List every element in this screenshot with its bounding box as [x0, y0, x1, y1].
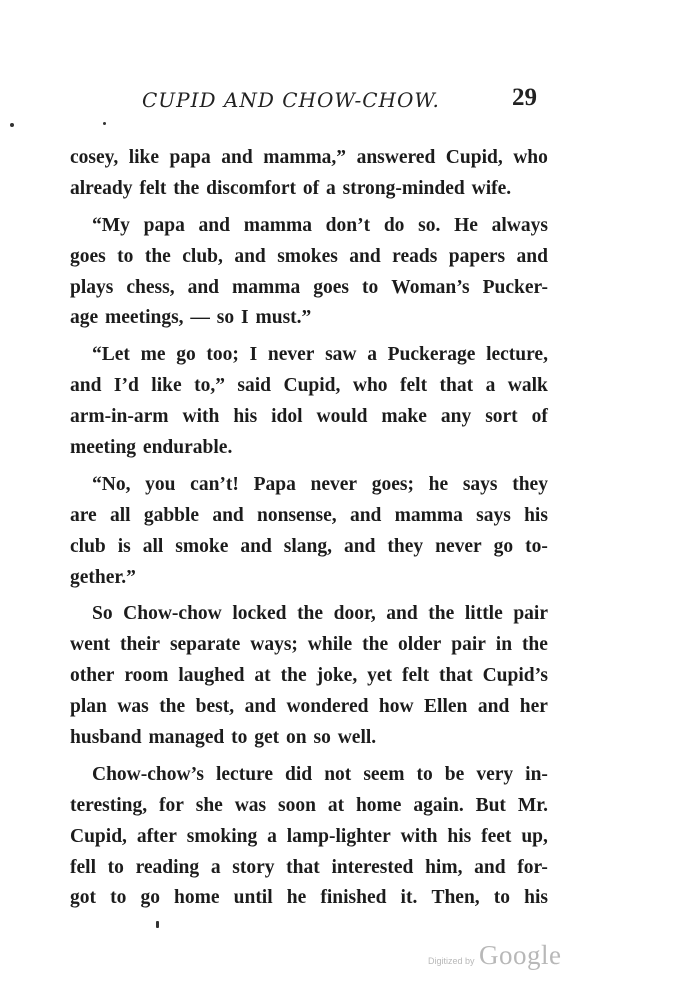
- text-line: fell to reading a story that interested him, and for-: [70, 856, 548, 878]
- google-logo: Google: [478, 940, 562, 970]
- text-line: teresting, for she was soon at home again. But Mr.: [70, 794, 548, 816]
- text-line: husband managed to get on so well.: [70, 727, 377, 749]
- text-line: went their separate ways; while the older pair in the: [70, 634, 548, 656]
- text-line: Chow-chow’s lecture did not seem to be very in-: [92, 763, 548, 785]
- text-line: age meetings, — so I must.”: [70, 307, 312, 329]
- text-line: “Let me go too; I never saw a Puckerage lecture,: [92, 344, 548, 366]
- text-line: arm-in-arm with his idol would make any sort of: [70, 406, 548, 428]
- body-text: [70, 143, 548, 914]
- text-line: got to go home until he finished it. Then, to his: [70, 887, 548, 909]
- running-title: CUPID AND CHOW-CHOW.: [142, 88, 440, 112]
- text-line: meeting endurable.: [70, 437, 233, 459]
- text-line: and I’d like to,” said Cupid, who felt that a walk: [70, 375, 548, 397]
- watermark-prefix: Digitized by: [428, 956, 475, 966]
- google-watermark: [428, 940, 561, 971]
- ink-speck: [10, 123, 14, 127]
- text-line: “My papa and mamma don’t do so. He always: [92, 214, 548, 236]
- text-line: plan was the best, and wondered how Ellen and her: [70, 696, 548, 718]
- page-number: 29: [512, 84, 537, 111]
- text-line: goes to the club, and smokes and reads papers and: [70, 245, 548, 267]
- text-line: are all gabble and nonsense, and mamma says his: [70, 504, 548, 526]
- text-line: club is all smoke and slang, and they never go to-: [70, 535, 548, 557]
- running-header: [0, 84, 674, 118]
- ink-speck: [156, 921, 159, 928]
- text-line: Cupid, after smoking a lamp-lighter with his feet up,: [70, 825, 548, 847]
- text-line: gether.”: [70, 566, 136, 588]
- text-line: plays chess, and mamma goes to Woman’s Pucker-: [70, 276, 548, 298]
- text-line: “No, you can’t! Papa never goes; he says they: [92, 473, 548, 495]
- text-line: already felt the discomfort of a strong-minded wife.: [70, 177, 512, 199]
- text-line: cosey, like papa and mamma,” answered Cupid, who: [70, 147, 548, 168]
- ink-speck: [103, 122, 106, 125]
- text-line: other room laughed at the joke, yet felt that Cupid’s: [70, 665, 548, 687]
- text-line: So Chow-chow locked the door, and the little pair: [92, 603, 548, 625]
